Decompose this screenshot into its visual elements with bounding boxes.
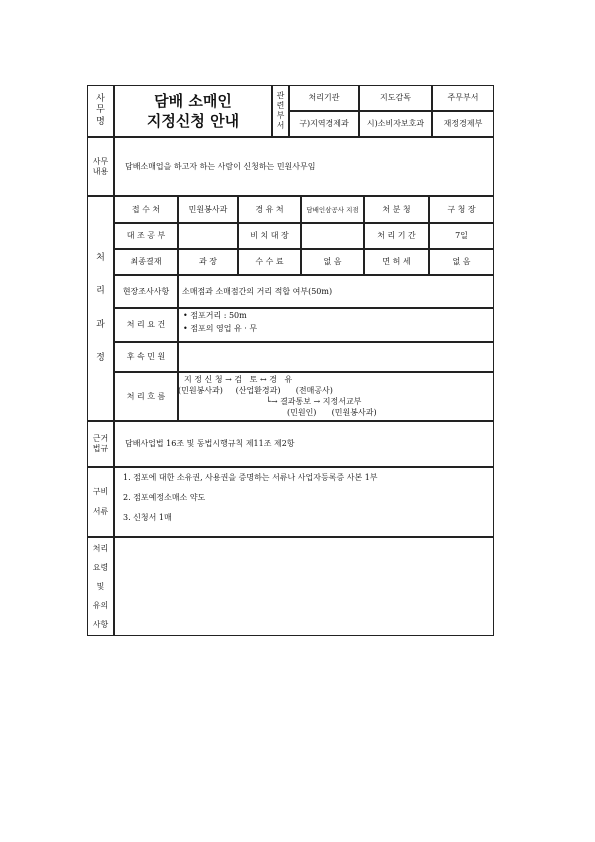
label-part: 구비 <box>92 487 109 496</box>
grid-cell: 경 유 처 <box>238 196 301 223</box>
requirement-item: • 점포의 영업 유 · 무 <box>183 324 258 333</box>
grid-cell: 처 리 기 간 <box>364 223 429 249</box>
label-char: 사 <box>96 94 105 105</box>
docs-list <box>114 467 494 537</box>
label-part: 내용 <box>92 166 109 176</box>
requirements-list <box>178 308 494 342</box>
label-char: 서 <box>276 121 285 130</box>
follow-up-label: 후 속 민 원 <box>114 342 178 372</box>
requirements-label: 처 리 요 건 <box>114 308 178 342</box>
notes-content <box>114 537 494 636</box>
label-part: 및 <box>96 582 105 591</box>
grid-cell: 없 음 <box>301 249 364 275</box>
flow-line: (민원인) (민원봉사과) <box>287 408 377 417</box>
flow-label: 처 리 흐 름 <box>114 372 178 421</box>
grid-cell: 수 수 료 <box>238 249 301 275</box>
content-text: 담배소매업을 하고자 하는 사람이 신청하는 민원사무임 <box>114 137 494 196</box>
label-char: 처 <box>96 253 105 263</box>
dept-value: 시)소비자보호과 <box>359 111 432 137</box>
grid-cell: 담배인삼공사 지점 <box>301 196 364 223</box>
notes-label <box>87 537 114 636</box>
grid-cell: 민원봉사과 <box>178 196 238 223</box>
label-char: 부 <box>276 111 285 120</box>
grid-cell <box>178 223 238 249</box>
survey-label: 현장조사사항 <box>114 275 178 308</box>
doc-item: 1. 점포에 대한 소유권, 사용권을 증명하는 서류나 사업자등록증 사본 1부 <box>123 473 378 482</box>
grid-cell: 없 음 <box>429 249 494 275</box>
grid-cell: 처 분 청 <box>364 196 429 223</box>
label-char: 리 <box>96 286 105 297</box>
grid-cell: 과 장 <box>178 249 238 275</box>
flow-line: 지 정 신 청 → 검 토 ↔ 경 유 <box>184 375 293 384</box>
process-label <box>87 196 114 421</box>
label-part: 처리 <box>92 544 109 553</box>
label-part: 근거 <box>92 434 109 443</box>
label-char: 과 <box>96 319 105 330</box>
grid-cell: 최종결재 <box>114 249 178 275</box>
label-part: 유의 <box>92 601 109 610</box>
dept-value: 구)지역경제과 <box>289 111 359 137</box>
label-part: 요령 <box>92 563 109 572</box>
law-label <box>87 421 114 467</box>
survey-text: 소매점과 소매점간의 거리 적합 여부(50m) <box>178 275 494 308</box>
follow-up-value <box>178 342 494 372</box>
label-char: 명 <box>96 116 105 127</box>
grid-cell: 면 허 세 <box>364 249 429 275</box>
content-label <box>87 137 114 196</box>
grid-cell: 7일 <box>429 223 494 249</box>
office-name-label <box>87 85 114 137</box>
flow-line: └→ 결과통보 → 지정서교부 <box>266 397 362 406</box>
law-text: 담배사업법 16조 및 동법시행규칙 제11조 제2항 <box>114 421 494 467</box>
doc-item: 3. 신청서 1매 <box>123 513 172 522</box>
label-char: 정 <box>96 352 105 363</box>
label-part: 법규 <box>92 444 109 453</box>
flow-line: (민원봉사과) (산업환경과) (전매공사) <box>178 386 333 395</box>
docs-label <box>87 467 114 537</box>
label-char: 련 <box>276 101 285 110</box>
dept-header: 지도감독 <box>359 85 432 111</box>
dept-header: 주무부서 <box>432 85 494 111</box>
grid-cell: 접 수 처 <box>114 196 178 223</box>
grid-cell: 비 치 대 장 <box>238 223 301 249</box>
grid-cell: 대 조 공 부 <box>114 223 178 249</box>
label-char: 무 <box>96 105 105 116</box>
requirement-item: • 점포거리 : 50m <box>183 311 247 320</box>
label-part: 사항 <box>92 620 109 629</box>
dept-header: 처리기관 <box>289 85 359 111</box>
grid-cell: 구 청 장 <box>429 196 494 223</box>
title-line: 지정신청 안내 <box>146 112 240 130</box>
label-part: 서류 <box>92 507 109 516</box>
grid-cell <box>301 223 364 249</box>
label-part: 사무 <box>92 156 109 166</box>
related-dept-label <box>272 85 289 137</box>
dept-value: 재정경제부 <box>432 111 494 137</box>
doc-item: 2. 점포예정소매소 약도 <box>123 493 206 502</box>
label-char: 관 <box>276 91 285 100</box>
page-title <box>114 85 272 137</box>
title-line: 담배 소매인 <box>154 91 232 110</box>
